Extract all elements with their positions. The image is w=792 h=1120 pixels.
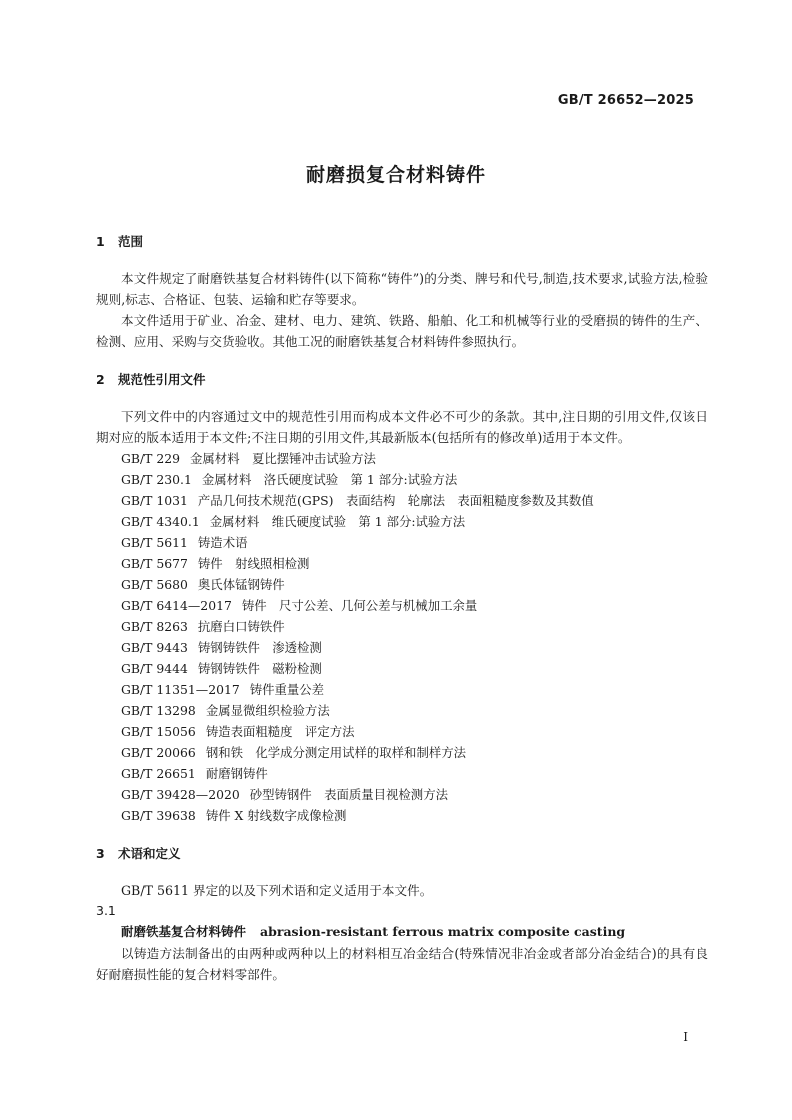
reference-item xyxy=(96,679,708,700)
reference-item xyxy=(96,721,708,742)
reference-code: GB/T 5677 xyxy=(121,556,188,571)
reference-code: GB/T 13298 xyxy=(121,703,196,718)
document-body xyxy=(96,232,708,985)
reference-title: 铸件 尺寸公差、几何公差与机械加工余量 xyxy=(241,598,478,613)
reference-title: 铸钢铸铁件 渗透检测 xyxy=(197,640,322,655)
reference-title: 铸造表面粗糙度 评定方法 xyxy=(205,724,355,739)
standard-number: GB/T 26652—2025 xyxy=(557,93,694,108)
reference-title: 金属材料 维氏硬度试验 第 1 部分:试验方法 xyxy=(209,514,466,529)
reference-title: 产品几何技术规范(GPS) 表面结构 轮廓法 表面粗糙度参数及其数值 xyxy=(197,493,594,508)
section-title: 术语和定义 xyxy=(118,846,181,861)
reference-item xyxy=(96,784,708,805)
reference-item xyxy=(96,511,708,532)
reference-title: 金属显微组织检验方法 xyxy=(205,703,330,718)
reference-code: GB/T 11351—2017 xyxy=(121,682,240,697)
reference-item xyxy=(96,490,708,511)
references-intro: 下列文件中的内容通过文中的规范性引用而构成本文件必不可少的条款。其中,注日期的引用文件,仅该日期对应的版本适用于本文件;不注日期的引用文件,其最新版本(包括所有的修改单)适用于本文件。 xyxy=(96,409,708,445)
term-definition: 以铸造方法制备出的由两种或两种以上的材料相互冶金结合(特殊情况非冶金或者部分冶金结合)的具有良好耐磨损性能的复合材料零部件。 xyxy=(96,946,708,982)
reference-code: GB/T 1031 xyxy=(121,493,188,508)
reference-item xyxy=(96,595,708,616)
page-number: I xyxy=(683,1030,688,1044)
reference-item xyxy=(96,637,708,658)
term-english: abrasion-resistant ferrous matrix composite casting xyxy=(260,924,626,939)
reference-title: 砂型铸钢件 表面质量目视检测方法 xyxy=(249,787,448,802)
reference-code: GB/T 39428—2020 xyxy=(121,787,240,802)
reference-item xyxy=(96,574,708,595)
reference-title: 铸造术语 xyxy=(197,535,248,550)
reference-list xyxy=(96,448,708,826)
reference-title: 铸件 射线照相检测 xyxy=(197,556,310,571)
reference-title: 钢和铁 化学成分测定用试样的取样和制样方法 xyxy=(205,745,467,760)
reference-item xyxy=(96,805,708,826)
term-chinese: 耐磨铁基复合材料铸件 xyxy=(121,924,247,939)
reference-title: 铸件 X 射线数字成像检测 xyxy=(205,808,347,823)
reference-title: 金属材料 夏比摆锤冲击试验方法 xyxy=(190,451,376,466)
reference-code: GB/T 9444 xyxy=(121,661,188,676)
reference-code: GB/T 39638 xyxy=(121,808,196,823)
reference-item xyxy=(96,742,708,763)
scope-paragraph-1: 本文件规定了耐磨铁基复合材料铸件(以下简称“铸件”)的分类、牌号和代号,制造,技术要求,试验方法,检验规则,标志、合格证、包装、运输和贮存等要求。 xyxy=(96,271,708,307)
reference-code: GB/T 4340.1 xyxy=(121,514,200,529)
reference-code: GB/T 229 xyxy=(121,451,181,466)
section-number: 2 xyxy=(96,372,105,387)
section-number: 1 xyxy=(96,234,105,249)
section-title: 范围 xyxy=(118,234,144,249)
section-heading-terms xyxy=(96,844,708,864)
section-heading-scope xyxy=(96,232,708,252)
reference-title: 铸件重量公差 xyxy=(249,682,325,697)
reference-title: 奥氏体锰钢铸件 xyxy=(197,577,285,592)
reference-code: GB/T 9443 xyxy=(121,640,188,655)
reference-code: GB/T 8263 xyxy=(121,619,188,634)
reference-item xyxy=(96,448,708,469)
reference-title: 抗磨白口铸铁件 xyxy=(197,619,285,634)
reference-item xyxy=(96,658,708,679)
reference-item xyxy=(96,700,708,721)
reference-title: 金属材料 洛氏硬度试验 第 1 部分:试验方法 xyxy=(201,472,458,487)
scope-paragraph-2: 本文件适用于矿业、冶金、建材、电力、建筑、铁路、船舶、化工和机械等行业的受磨损的铸件的生产、检测、应用、采购与交货验收。其他工况的耐磨铁基复合材料铸件参照执行。 xyxy=(96,313,708,349)
section-title: 规范性引用文件 xyxy=(118,372,206,387)
reference-item xyxy=(96,763,708,784)
reference-item xyxy=(96,616,708,637)
reference-item xyxy=(96,469,708,490)
reference-code: GB/T 26651 xyxy=(121,766,196,781)
term-number: 3.1 xyxy=(96,903,116,918)
reference-code: GB/T 5611 xyxy=(121,535,188,550)
reference-code: GB/T 6414—2017 xyxy=(121,598,232,613)
section-heading-normative-references xyxy=(96,370,708,390)
term-entry xyxy=(96,921,708,943)
terms-intro: GB/T 5611 界定的以及下列术语和定义适用于本文件。 xyxy=(121,883,433,898)
reference-item xyxy=(96,532,708,553)
reference-item xyxy=(96,553,708,574)
document-title: 耐磨损复合材料铸件 xyxy=(305,164,486,186)
reference-code: GB/T 5680 xyxy=(121,577,188,592)
reference-code: GB/T 15056 xyxy=(121,724,196,739)
section-number: 3 xyxy=(96,846,105,861)
reference-code: GB/T 20066 xyxy=(121,745,196,760)
reference-code: GB/T 230.1 xyxy=(121,472,192,487)
reference-title: 铸钢铸铁件 磁粉检测 xyxy=(197,661,322,676)
reference-title: 耐磨钢铸件 xyxy=(205,766,268,781)
